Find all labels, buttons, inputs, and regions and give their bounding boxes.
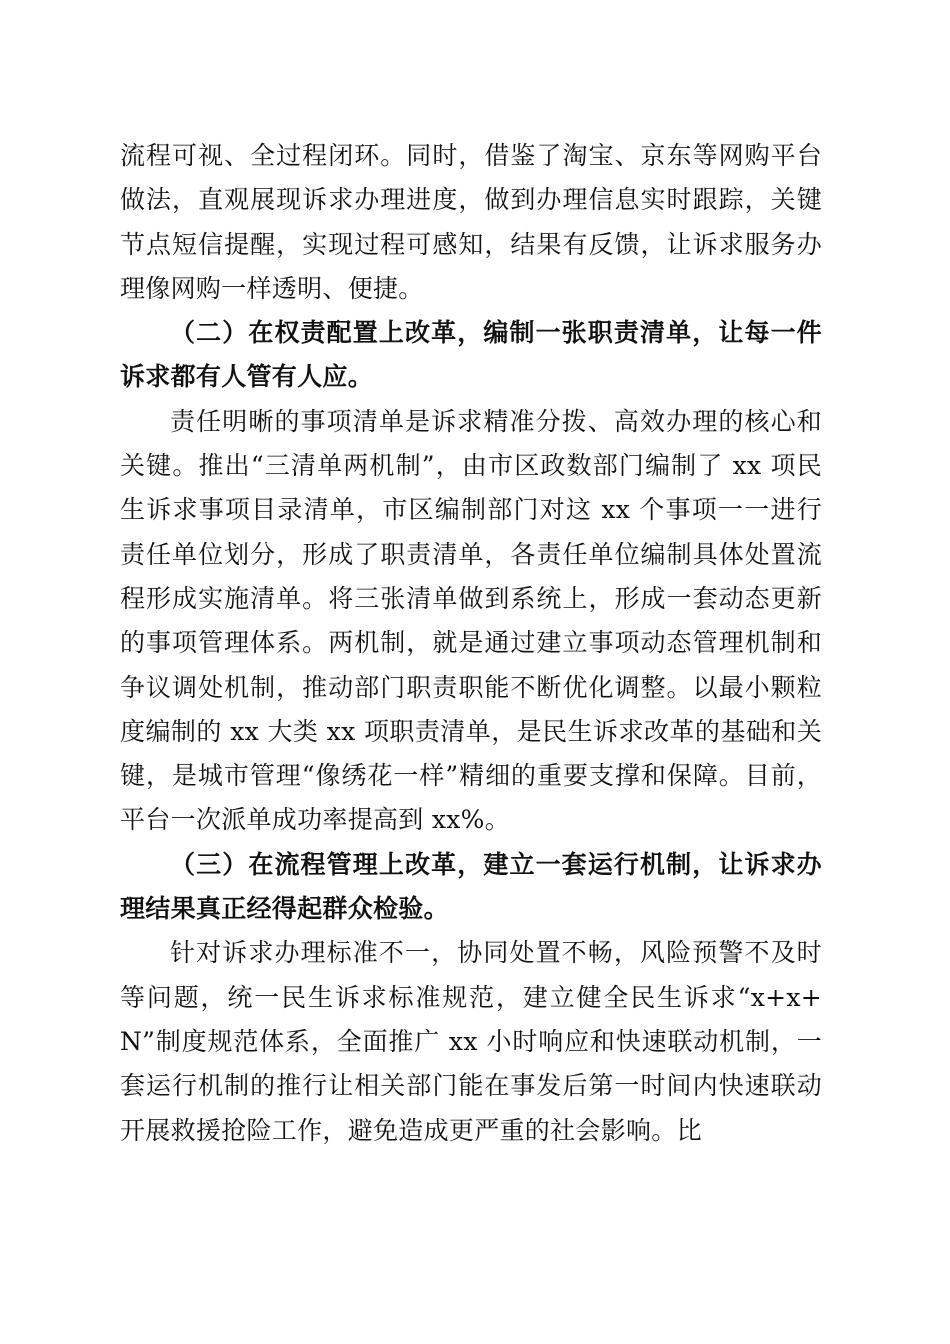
section-heading-3: （三）在流程管理上改革，建立一套运行机制，让诉求办理结果真正经得起群众检验。 (120, 849, 822, 924)
document-body (120, 134, 822, 1153)
section-heading-2: （二）在权责配置上改革，编制一张职责清单，让每一件诉求都有人管有人应。 (120, 318, 822, 392)
paragraph-continued: 流程可视、全过程闭环。同时，借鉴了淘宝、京东等网购平台做法，直观展现诉求办理进度，做到办理信息实时跟踪，关键节点短信提醒，实现过程可感知，结果有反馈，让诉求服务办理像网购一样透明、便捷。 (120, 141, 822, 303)
paragraph-responsibility-list: 责任明晰的事项清单是诉求精准分拨、高效办理的核心和关键。推出“三清单两机制”，由市区政数部门编制了 xx 项民生诉求事项目录清单，市区编制部门对这 xx 个事项一一进行责任单位划分，形成了职责清单，各责任单位编制具体处置流程形成实施清单。将三张清单做到系统上，形成一套动态更新的事项管理体系。两机制，就是通过建立事项动态管理机制和争议调处机制，推动部门职责职能不断优化调整。以最小颗粒度编制的 xx 大类 xx 项职责清单，是民生诉求改革的基础和关键，是城市管理“像绣花一样”精细的重要支撑和保障。目前，平台一次派单成功率提高到 xx%。 (120, 406, 822, 835)
paragraph-process-management: 针对诉求办理标准不一，协同处置不畅，风险预警不及时等问题，统一民生诉求标准规范，建立健全民生诉求“x+x+N”制度规范体系，全面推广 xx 小时响应和快速联动机制，一套运行机制的推行让相关部门能在事发后第一时间内快速联动开展救援抢险工作，避免造成更严重的社会影响。比 (120, 938, 822, 1145)
